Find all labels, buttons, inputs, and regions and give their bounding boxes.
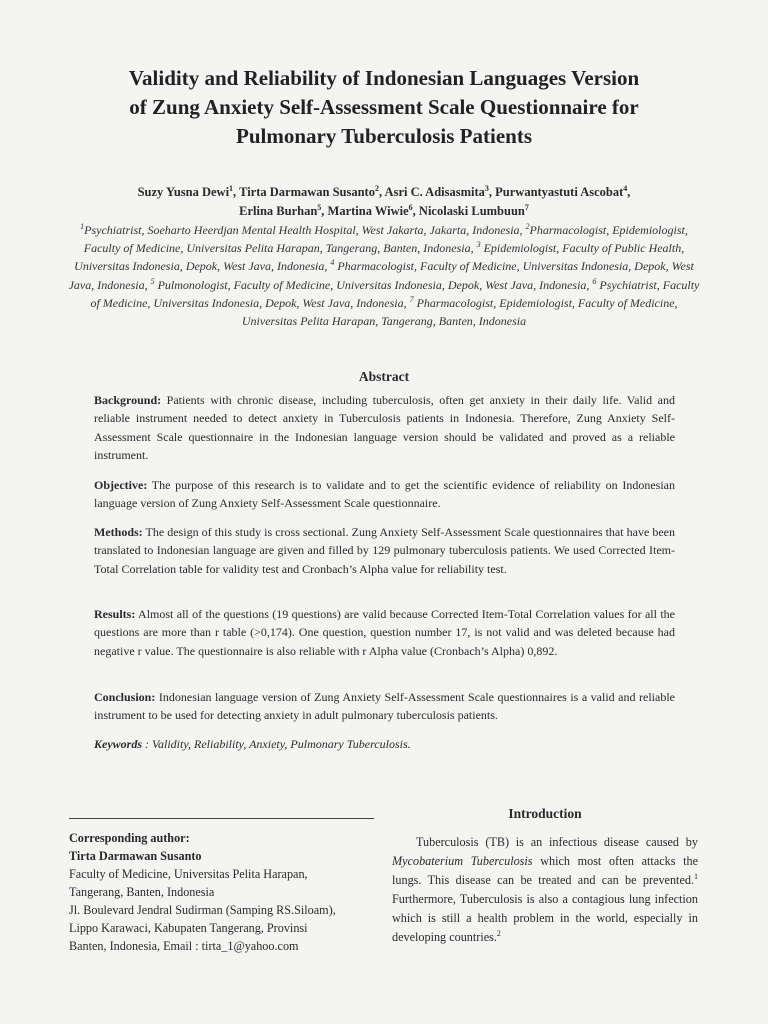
affiliation: $^3$ Epidemiologist, Faculty of Public Health, Universitas Indonesia, Depok, West Java, Indonesia, xyxy=(74,240,685,274)
affiliation: $^4$ Pharmacologist, Faculty of Medicine, Universitas Indonesia, Depok, West Java, Indonesia, xyxy=(68,258,694,292)
author: Asri C. Adisasmita$^3$, xyxy=(384,183,496,199)
abstract-background xyxy=(94,391,675,465)
section-text: Indonesian language version of Zung Anxiety Self-Assessment Scale questionnaires is a valid and reliable instrument to be used for detecting anxiety in adult pulmonary tuberculosis patients. xyxy=(94,690,675,723)
introduction-paragraph: Tuberculosis (TB) is an infectious disease caused by Mycobaterium Tuberculosis which most often attacks the lungs. This disease can be treated and can be prevented.$^1$ Furthermore, Tuberculosis is also a contagious lung infection which is still a health problem in the world, especially in developing countries.$^2$ xyxy=(392,835,698,945)
abstract-results xyxy=(94,605,675,660)
affiliation: $^7$ Pharmacologist, Epidemiologist, Faculty of Medicine, Universitas Pelita Harapan, Tangerang, Banten, Indonesia xyxy=(241,294,678,329)
section-text: The design of this study is cross sectional. Zung Anxiety Self-Assessment Scale questionnaires that have been translated to Indonesian language are given and filled by 129 pulmonary tuberculosis patients. We used Corrected Item-Total Correlation table for validity test and Cronbach’s Alpha value for reliability test. xyxy=(94,525,675,576)
corresponding-author-block xyxy=(69,829,379,955)
title-line-2: of Zung Anxiety Self-Assessment Scale Questionnaire for xyxy=(129,95,639,119)
author: Suzy Yusna Dewi$^1$, xyxy=(137,183,240,199)
section-label: Objective: xyxy=(94,478,148,492)
affiliation: $^5$ Pulmonologist, Faculty of Medicine, Universitas Indonesia, Depok, West Java, Indonesia, xyxy=(150,276,593,292)
section-label: Conclusion: xyxy=(94,690,156,704)
section-text: Patients with chronic disease, including tuberculosis, often get anxiety in their daily life. Valid and reliable instrument needed to detect anxiety in Tuberculosis patients in Indonesia. Therefore, Zung Anxiety Self-Assessment Scale questionnaire in the Indonesian language version should be validated and proved as a reliable instrument. xyxy=(94,393,675,463)
affiliation: $^2$Pharmacologist, Epidemiologist, Faculty of Medicine, Universitas Pelita Harapan, Tangerang, Banten, Indonesia, xyxy=(83,222,688,256)
address-line: Faculty of Medicine, Universitas Pelita Harapan, xyxy=(69,867,308,881)
section-text: Almost all of the questions (19 questions) are valid because Corrected Item-Total Correlation values for all the questions are more than r table (>0,174). One question, question number 17, is not valid and was deleted because had negative r value. The questionnaire is also reliable with r Alpha value (Cronbach’s Alpha) 0,892. xyxy=(94,607,675,658)
abstract-keywords xyxy=(94,735,675,753)
author: Erlina Burhan$^5$, xyxy=(239,202,328,218)
section-text: The purpose of this research is to validate and to get the scientific evidence of reliability on Indonesian language version of Zung Anxiety Self-Assessment Scale questionnaire. xyxy=(94,478,675,511)
abstract-methods xyxy=(94,523,675,578)
introduction-heading: Introduction xyxy=(508,806,582,821)
author: Purwantyastuti Ascobat$^4$, xyxy=(495,183,631,199)
address-line: Banten, Indonesia, Email : tirta_1@yahoo.com xyxy=(69,939,299,953)
title-line-3: Pulmonary Tuberculosis Patients xyxy=(236,124,532,148)
title-line-1: Validity and Reliability of Indonesian Languages Version xyxy=(128,66,640,90)
author-list xyxy=(70,183,698,221)
corresponding-name: Tirta Darmawan Susanto xyxy=(69,849,202,863)
organism-name: Mycobaterium Tuberculosis xyxy=(392,854,533,869)
address-line: Tangerang, Banten, Indonesia xyxy=(69,885,215,899)
keywords-label: Keywords xyxy=(94,737,142,751)
paper-title xyxy=(60,64,708,151)
section-label: Background: xyxy=(94,393,162,407)
citation-ref: 2 xyxy=(496,929,501,939)
affiliations xyxy=(68,221,700,330)
footnote-divider xyxy=(69,818,374,819)
abstract-objective xyxy=(94,476,675,513)
author: Nicolaski Lumbuun$^7$ xyxy=(418,202,529,218)
corresponding-label: Corresponding author: xyxy=(69,831,190,845)
address-line: Jl. Boulevard Jendral Sudirman (Samping RS.Siloam), xyxy=(69,903,336,917)
affiliation: $^6$ Psychiatrist, Faculty of Medicine, Universitas Indonesia, Depok, West Java, Indonesia, xyxy=(90,276,700,310)
author: Martina Wiwie$^6$, xyxy=(327,202,419,218)
author: Tirta Darmawan Susanto$^2$, xyxy=(239,183,385,199)
affiliation: $^1$Psychiatrist, Soeharto Heerdjan Mental Health Hospital, West Jakarta, Jakarta, Indonesia, xyxy=(80,222,526,237)
abstract-conclusion xyxy=(94,688,675,725)
citation-ref: 1 xyxy=(694,872,698,882)
abstract-heading: Abstract xyxy=(358,369,410,384)
section-label: Results: xyxy=(94,607,136,621)
keywords-text: : Validity, Reliability, Anxiety, Pulmonary Tuberculosis. xyxy=(142,737,411,751)
section-label: Methods: xyxy=(94,525,143,539)
address-line: Lippo Karawaci, Kabupaten Tangerang, Provinsi xyxy=(69,921,308,935)
